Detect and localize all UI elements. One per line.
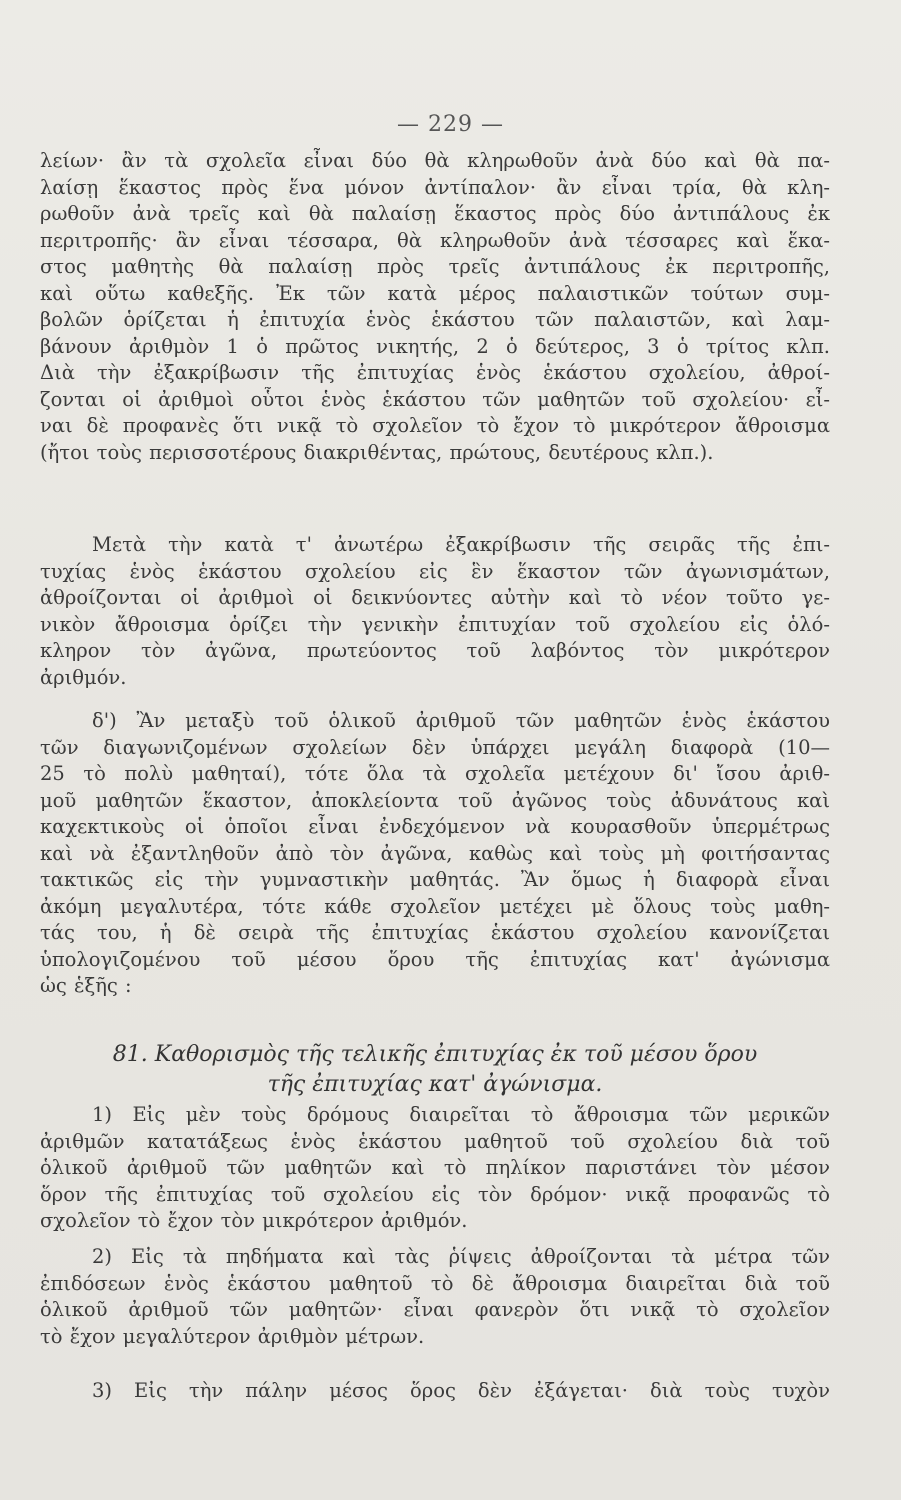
- text-line: ἀκόμη μεγαλυτέρα, τότε κάθε σχολεῖον μετέχει μὲ ὅλους τοὺς μαθη-: [40, 894, 830, 918]
- text-line: καχεκτικοὺς οἱ ὁποῖοι εἶναι ἐνδεχόμενον νὰ κουρασθοῦν ὑπερμέτρως: [40, 815, 830, 838]
- paragraph-wrestling-scoring: [40, 148, 830, 466]
- text-line: (ἤτοι τοὺς περισσοτέρους διακριθέντας, πρώτους, δευτέρους κλπ.).: [40, 440, 714, 464]
- text-line: δ') Ἂν μεταξὺ τοῦ ὁλικοῦ ἀριθμοῦ τῶν μαθητῶν ἑνὸς ἑκάστου: [92, 709, 830, 732]
- text-line: καὶ νὰ ἐξαντληθοῦν ἀπὸ τὸν ἀγῶνα, καθὼς καὶ τοὺς μὴ φοιτήσαντας: [40, 841, 830, 865]
- text-line: μοῦ μαθητῶν ἕκαστον, ἀποκλείοντα τοῦ ἀγῶνος τοὺς ἀδυνάτους καὶ: [40, 788, 830, 812]
- text-line: ὁλικοῦ ἀριθμοῦ τῶν μαθητῶν καὶ τὸ πηλίκον παριστάνει τὸν μέσον: [40, 1156, 830, 1179]
- text-line: ἀριθμόν.: [40, 665, 127, 689]
- text-line: βάνουν ἀριθμὸν 1 ὁ πρῶτος νικητής, 2 ὁ δεύτερος, 3 ὁ τρίτος κλπ.: [40, 334, 830, 358]
- text-line: ὅρον τῆς ἐπιτυχίας τοῦ σχολείου εἰς τὸν δρόμον· νικᾷ προφανῶς τὸ: [40, 1182, 830, 1206]
- section-heading: [40, 1040, 830, 1100]
- text-line: ἀριθμῶν κατατάξεως ἑνὸς ἑκάστου μαθητοῦ τοῦ σχολείου διὰ τοῦ: [40, 1129, 830, 1153]
- text-line: Μετὰ τὴν κατὰ τ' ἀνωτέρω ἐξακρίβωσιν τῆς σειρᾶς τῆς ἐπι-: [92, 533, 830, 556]
- text-line: στος μαθητὴς θὰ παλαίσῃ πρὸς τρεῖς ἀντιπάλους ἐκ περιτροπῆς,: [40, 255, 830, 278]
- paragraph-general-success: [40, 532, 830, 691]
- text-line: 2) Εἰς τὰ πηδήματα καὶ τὰς ῥίψεις ἀθροίζονται τὰ μέτρα τῶν: [92, 1245, 830, 1268]
- text-line: κληρον τὸν ἀγῶνα, πρωτεύοντος τοῦ λαβόντος τὸν μικρότερον: [40, 639, 830, 662]
- text-line: ζονται οἱ ἀριθμοὶ οὗτοι ἑνὸς ἑκάστου τῶν μαθητῶν τοῦ σχολείου· εἶ-: [40, 387, 830, 411]
- text-line: τὸ ἔχον μεγαλύτερον ἀριθμὸν μέτρων.: [40, 1324, 425, 1348]
- paragraph-jumps-throws: [40, 1244, 830, 1350]
- text-line: ἐπιδόσεων ἑνὸς ἑκάστου μαθητοῦ τὸ δὲ ἄθροισμα διαιρεῖται διὰ τοῦ: [40, 1271, 830, 1295]
- paragraph-races: [40, 1102, 830, 1235]
- text-line: ἀθροίζονται οἱ ἀριθμοὶ οἱ δεικνύοντες αὐτὴν καὶ τὸ νέον τοῦτο γε-: [40, 586, 830, 609]
- text-line: 25 τὸ πολὺ μαθηταί), τότε ὅλα τὰ σχολεῖα μετέχουν δι' ἴσου ἀριθ-: [40, 762, 830, 785]
- text-line: 3) Εἰς τὴν πάλην μέσος ὅρος δὲν ἐξάγεται· διὰ τοὺς τυχὸν: [92, 1379, 830, 1402]
- text-line: ὁλικοῦ ἀριθμοῦ τῶν μαθητῶν· εἶναι φανερὸν ὅτι νικᾷ τὸ σχολεῖον: [40, 1298, 830, 1321]
- text-line: τῶν διαγωνιζομένων σχολείων δὲν ὑπάρχει μεγάλη διαφορὰ (10—: [40, 735, 830, 759]
- text-line: ρωθοῦν ἀνὰ τρεῖς καὶ θὰ παλαίσῃ ἕκαστος πρὸς δύο ἀντιπάλους ἐκ: [40, 202, 830, 225]
- text-line: Διὰ τὴν ἐξακρίβωσιν τῆς ἐπιτυχίας ἑνὸς ἑκάστου σχολείου, ἀθροί-: [40, 361, 830, 384]
- section-heading-line: τῆς ἐπιτυχίας κατ' ἀγώνισμα.: [267, 1072, 603, 1097]
- text-line: σχολεῖον τὸ ἔχον τὸν μικρότερον ἀριθμόν.: [40, 1209, 468, 1232]
- text-line: περιτροπῆς· ἂν εἶναι τέσσαρα, θὰ κληρωθοῦν ἀνὰ τέσσαρες καὶ ἕκα-: [40, 228, 830, 252]
- page-number: — 229 —: [397, 112, 504, 137]
- text-line: ὑπολογιζομένου τοῦ μέσου ὅρου τῆς ἐπιτυχίας κατ' ἀγώνισμα: [40, 947, 830, 971]
- text-line: τάς του, ἡ δὲ σειρὰ τῆς ἐπιτυχίας ἑκάστου σχολείου κανονίζεται: [40, 921, 830, 944]
- paragraph-wrestling-average: [40, 1378, 830, 1405]
- text-line: βολῶν ὁρίζεται ἡ ἐπιτυχία ἑνὸς ἑκάστου τῶν παλαιστῶν, καὶ λαμ-: [40, 308, 830, 331]
- paragraph-delta-clause: [40, 708, 830, 1000]
- section-heading-line: 81. Καθορισμὸς τῆς τελικῆς ἐπιτυχίας ἐκ τοῦ μέσου ὅρου: [112, 1042, 758, 1067]
- text-line: λαίσῃ ἕκαστος πρὸς ἕνα μόνον ἀντίπαλον· ἂν εἶναι τρία, θὰ κλη-: [40, 175, 830, 199]
- text-line: λείων· ἂν τὰ σχολεῖα εἶναι δύο θὰ κληρωθοῦν ἀνὰ δύο καὶ θὰ πα-: [40, 149, 830, 172]
- text-line: τυχίας ἑνὸς ἑκάστου σχολείου εἰς ἓν ἕκαστον τῶν ἀγωνισμάτων,: [40, 559, 830, 583]
- text-line: 1) Εἰς μὲν τοὺς δρόμους διαιρεῖται τὸ ἄθροισμα τῶν μερικῶν: [92, 1103, 830, 1126]
- text-line: ὡς ἑξῆς :: [40, 974, 132, 997]
- text-line: τακτικῶς εἰς τὴν γυμναστικὴν μαθητάς. Ἂν ὅμως ἡ διαφορὰ εἶναι: [40, 868, 830, 891]
- text-line: νικὸν ἄθροισμα ὁρίζει τὴν γενικὴν ἐπιτυχίαν τοῦ σχολείου εἰς ὁλό-: [40, 612, 830, 636]
- text-line: καὶ οὕτω καθεξῆς. Ἐκ τῶν κατὰ μέρος παλαιστικῶν τούτων συμ-: [40, 281, 830, 305]
- text-line: ναι δὲ προφανὲς ὅτι νικᾷ τὸ σχολεῖον τὸ ἔχον τὸ μικρότερον ἄθροισμα: [40, 414, 830, 437]
